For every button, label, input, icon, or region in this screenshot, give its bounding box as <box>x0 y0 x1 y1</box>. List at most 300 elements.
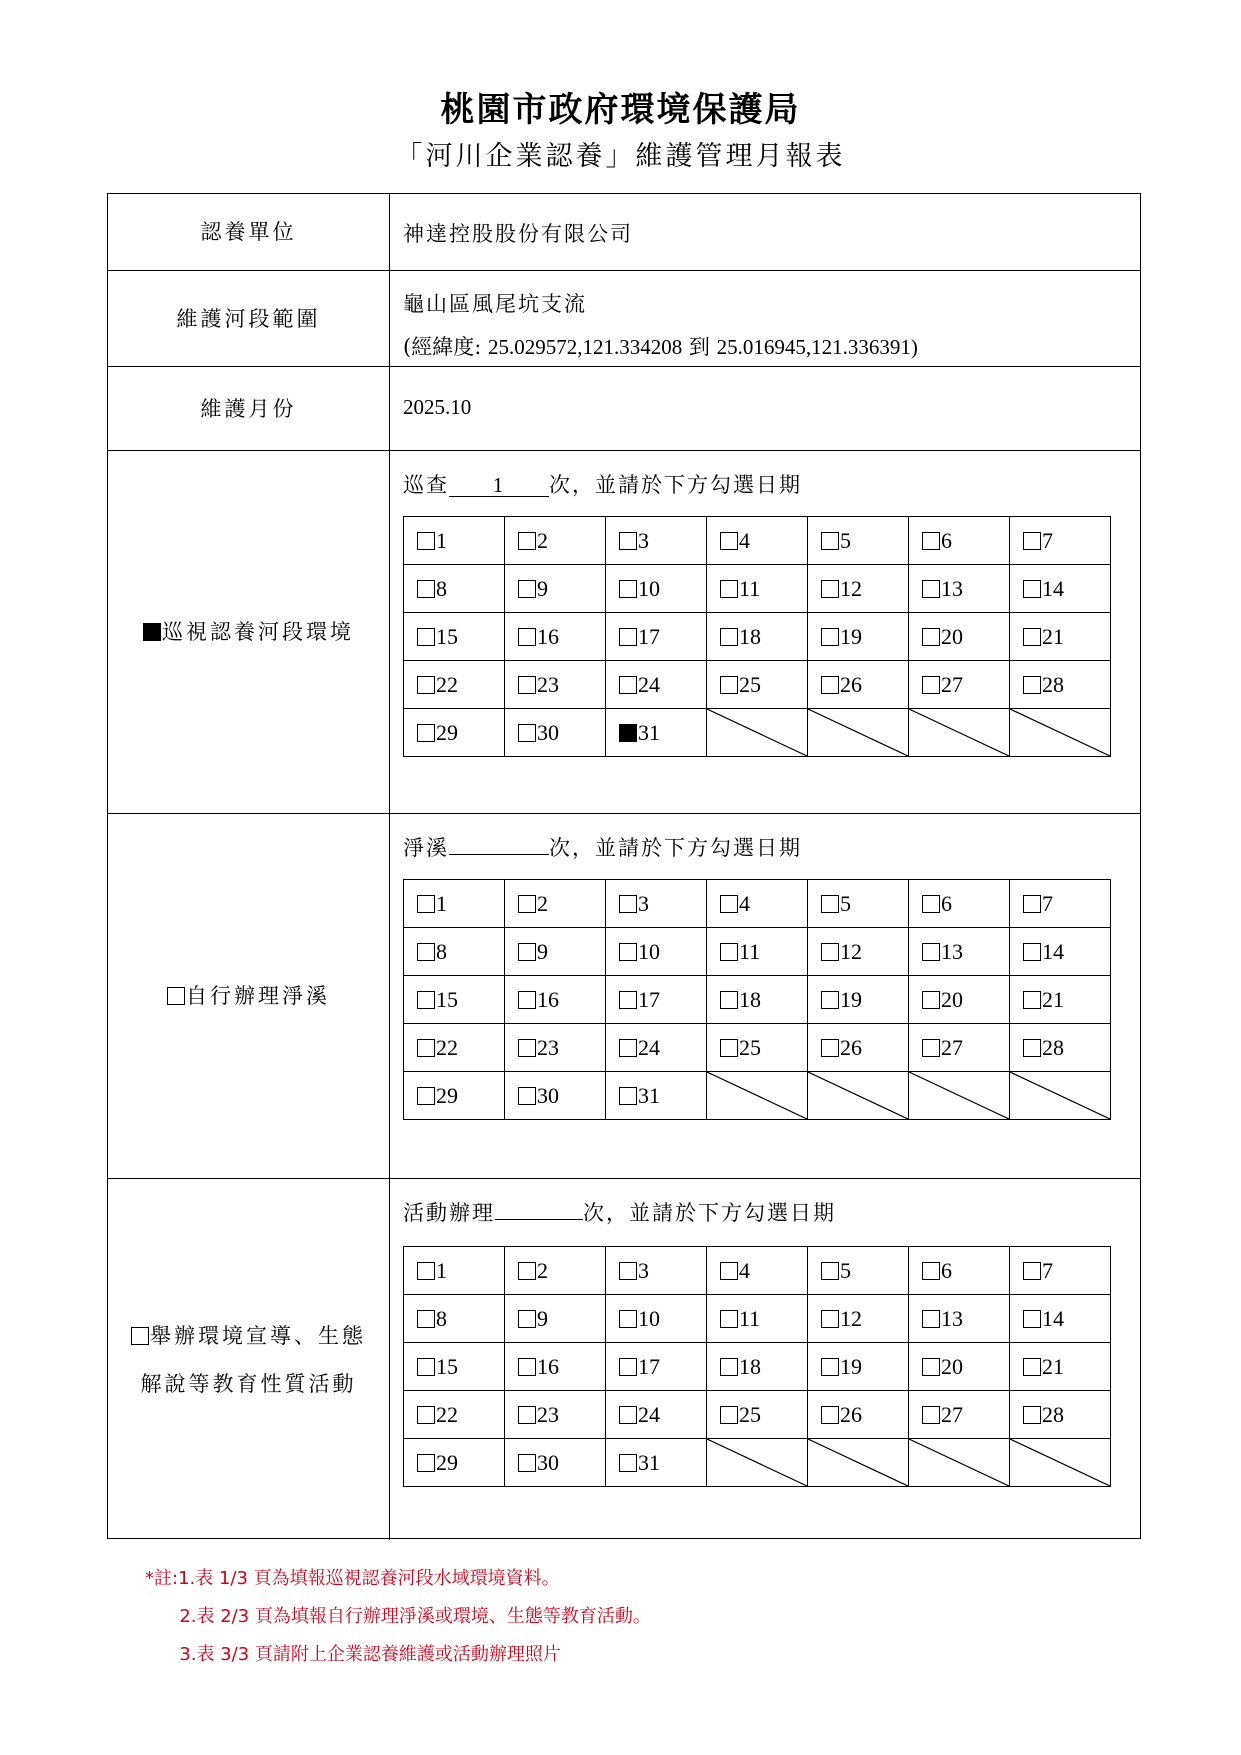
day-7[interactable] <box>1010 517 1111 565</box>
day-checkbox[interactable] <box>518 1039 536 1057</box>
calendar-week-row <box>404 517 1111 565</box>
day-checkbox[interactable] <box>821 1310 839 1328</box>
day-31[interactable] <box>606 1439 707 1487</box>
day-number: 1 <box>436 890 447 916</box>
day-24[interactable] <box>606 1391 707 1439</box>
day-30[interactable] <box>505 1439 606 1487</box>
day-5[interactable] <box>808 880 909 928</box>
calendar-week-row <box>404 928 1111 976</box>
day-checkbox[interactable] <box>821 580 839 598</box>
day-checkbox[interactable] <box>518 895 536 913</box>
day-7[interactable] <box>1010 1247 1111 1295</box>
day-24[interactable] <box>606 1024 707 1072</box>
day-6[interactable] <box>909 517 1010 565</box>
day-15[interactable] <box>404 1343 505 1391</box>
day-28[interactable] <box>1010 1024 1111 1072</box>
agency-title: 桃園市政府環境保護局 <box>440 90 801 130</box>
activity-label-line: 舉辦環境宣導、生態 <box>131 1312 366 1360</box>
activity-row-education <box>108 1179 1140 1540</box>
day-28[interactable] <box>1010 1391 1111 1439</box>
footnote-1: *註:1.表 1/3 頁為填報巡視認養河段水域環境資料。 <box>145 1568 560 1589</box>
day-checkbox[interactable] <box>417 1262 435 1280</box>
day-26[interactable] <box>808 1391 909 1439</box>
day-31[interactable] <box>606 1072 707 1120</box>
day-checkbox[interactable] <box>619 724 637 742</box>
day-number: 16 <box>537 986 559 1012</box>
day-number: 15 <box>436 1353 458 1379</box>
day-27[interactable] <box>909 1024 1010 1072</box>
day-25[interactable] <box>707 661 808 709</box>
day-number: 16 <box>537 1353 559 1379</box>
day-1[interactable] <box>404 517 505 565</box>
day-number: 18 <box>739 986 761 1012</box>
day-checkbox[interactable] <box>417 724 435 742</box>
day-2[interactable] <box>505 517 606 565</box>
day-16[interactable] <box>505 976 606 1024</box>
day-checkbox[interactable] <box>518 943 536 961</box>
day-number: 12 <box>840 575 862 601</box>
day-10[interactable] <box>606 928 707 976</box>
day-number: 12 <box>840 1305 862 1331</box>
date-calendar <box>403 879 1111 1120</box>
day-checkbox[interactable] <box>922 1039 940 1057</box>
footnote-2: 2.表 2/3 頁為填報自行辦理淨溪或環境、生態等教育活動。 <box>145 1606 651 1627</box>
day-number: 25 <box>739 1401 761 1427</box>
day-21[interactable] <box>1010 1343 1111 1391</box>
day-number: 28 <box>1042 1034 1064 1060</box>
day-14[interactable] <box>1010 928 1111 976</box>
day-checkbox[interactable] <box>720 1358 738 1376</box>
activity-label-line: 解說等教育性質活動 <box>140 1371 357 1396</box>
day-number: 25 <box>739 1034 761 1060</box>
day-26[interactable] <box>808 661 909 709</box>
day-checkbox[interactable] <box>518 532 536 550</box>
day-7[interactable] <box>1010 880 1111 928</box>
day-number: 9 <box>537 575 548 601</box>
day-9[interactable] <box>505 565 606 613</box>
day-21[interactable] <box>1010 976 1111 1024</box>
day-8[interactable] <box>404 565 505 613</box>
day-checkbox[interactable] <box>720 1310 738 1328</box>
calendar-week-row <box>404 880 1111 928</box>
day-25[interactable] <box>707 1391 808 1439</box>
day-checkbox[interactable] <box>922 628 940 646</box>
empty-day-cell <box>808 1439 909 1487</box>
empty-day-cell <box>808 1072 909 1120</box>
day-30[interactable] <box>505 709 606 757</box>
day-checkbox[interactable] <box>619 1358 637 1376</box>
day-checkbox[interactable] <box>922 991 940 1009</box>
day-checkbox[interactable] <box>619 991 637 1009</box>
day-14[interactable] <box>1010 1295 1111 1343</box>
day-4[interactable] <box>707 880 808 928</box>
day-12[interactable] <box>808 928 909 976</box>
day-number: 2 <box>537 890 548 916</box>
activity-row-cleanup <box>108 814 1140 1179</box>
day-6[interactable] <box>909 880 1010 928</box>
day-checkbox[interactable] <box>720 1406 738 1424</box>
day-checkbox[interactable] <box>518 1310 536 1328</box>
day-number: 10 <box>638 575 660 601</box>
day-number: 2 <box>537 527 548 553</box>
day-number: 13 <box>941 938 963 964</box>
day-checkbox[interactable] <box>821 676 839 694</box>
day-22[interactable] <box>404 1391 505 1439</box>
day-2[interactable] <box>505 880 606 928</box>
day-checkbox[interactable] <box>518 580 536 598</box>
day-18[interactable] <box>707 613 808 661</box>
day-number: 9 <box>537 938 548 964</box>
day-25[interactable] <box>707 1024 808 1072</box>
day-checkbox[interactable] <box>1023 1310 1041 1328</box>
day-18[interactable] <box>707 976 808 1024</box>
day-checkbox[interactable] <box>821 1262 839 1280</box>
day-number: 31 <box>638 1082 660 1108</box>
day-number: 14 <box>1042 938 1064 964</box>
day-number: 21 <box>1042 986 1064 1012</box>
empty-day-cell <box>909 1072 1010 1120</box>
day-15[interactable] <box>404 613 505 661</box>
day-checkbox[interactable] <box>1023 676 1041 694</box>
day-30[interactable] <box>505 1072 606 1120</box>
day-8[interactable] <box>404 1295 505 1343</box>
day-number: 31 <box>638 719 660 745</box>
date-calendar <box>403 516 1111 757</box>
day-number: 12 <box>840 938 862 964</box>
footnote-3: 3.表 3/3 頁請附上企業認養維護或活動辦理照片 <box>145 1644 561 1665</box>
day-12[interactable] <box>808 565 909 613</box>
day-8[interactable] <box>404 928 505 976</box>
day-29[interactable] <box>404 1072 505 1120</box>
day-20[interactable] <box>909 613 1010 661</box>
day-number: 30 <box>537 1449 559 1475</box>
calendar-week-row <box>404 1343 1111 1391</box>
day-checkbox[interactable] <box>619 1406 637 1424</box>
day-number: 1 <box>436 1257 447 1283</box>
day-number: 23 <box>537 671 559 697</box>
day-1[interactable] <box>404 1247 505 1295</box>
day-checkbox[interactable] <box>1023 943 1041 961</box>
day-19[interactable] <box>808 613 909 661</box>
day-11[interactable] <box>707 1295 808 1343</box>
day-checkbox[interactable] <box>518 1087 536 1105</box>
day-checkbox[interactable] <box>720 943 738 961</box>
day-18[interactable] <box>707 1343 808 1391</box>
day-checkbox[interactable] <box>417 628 435 646</box>
day-29[interactable] <box>404 1439 505 1487</box>
day-number: 31 <box>638 1449 660 1475</box>
section-name: 龜山區風尾坑支流 <box>403 292 587 316</box>
day-number: 6 <box>941 527 952 553</box>
day-22[interactable] <box>404 1024 505 1072</box>
day-checkbox[interactable] <box>1023 532 1041 550</box>
count-blank[interactable] <box>449 832 549 855</box>
day-20[interactable] <box>909 1343 1010 1391</box>
day-31[interactable] <box>606 709 707 757</box>
adopter-label: 認養單位 <box>108 194 390 270</box>
day-checkbox[interactable] <box>619 532 637 550</box>
day-number: 18 <box>739 623 761 649</box>
day-checkbox[interactable] <box>922 580 940 598</box>
day-13[interactable] <box>909 1295 1010 1343</box>
day-number: 3 <box>638 527 649 553</box>
day-checkbox[interactable] <box>1023 1039 1041 1057</box>
day-checkbox[interactable] <box>821 628 839 646</box>
day-29[interactable] <box>404 709 505 757</box>
day-11[interactable] <box>707 928 808 976</box>
day-number: 20 <box>941 1353 963 1379</box>
day-number: 8 <box>436 1305 447 1331</box>
day-checkbox[interactable] <box>619 1039 637 1057</box>
day-checkbox[interactable] <box>518 1454 536 1472</box>
day-checkbox[interactable] <box>417 895 435 913</box>
calendar-week-row <box>404 1295 1111 1343</box>
day-number: 21 <box>1042 623 1064 649</box>
day-27[interactable] <box>909 1391 1010 1439</box>
section-row <box>108 271 1140 367</box>
day-number: 4 <box>739 1257 750 1283</box>
day-number: 18 <box>739 1353 761 1379</box>
day-number: 10 <box>638 1305 660 1331</box>
day-checkbox[interactable] <box>619 580 637 598</box>
day-16[interactable] <box>505 1343 606 1391</box>
day-24[interactable] <box>606 661 707 709</box>
calendar-week-row <box>404 1439 1111 1487</box>
day-number: 5 <box>840 527 851 553</box>
day-23[interactable] <box>505 661 606 709</box>
day-number: 22 <box>436 1034 458 1060</box>
day-number: 13 <box>941 1305 963 1331</box>
day-17[interactable] <box>606 1343 707 1391</box>
day-checkbox[interactable] <box>619 1310 637 1328</box>
day-checkbox[interactable] <box>922 943 940 961</box>
report-form <box>107 193 1141 1539</box>
day-5[interactable] <box>808 517 909 565</box>
day-checkbox[interactable] <box>922 1406 940 1424</box>
day-checkbox[interactable] <box>417 1039 435 1057</box>
day-checkbox[interactable] <box>619 1087 637 1105</box>
day-checkbox[interactable] <box>518 991 536 1009</box>
day-checkbox[interactable] <box>1023 1406 1041 1424</box>
day-number: 14 <box>1042 575 1064 601</box>
day-checkbox[interactable] <box>417 676 435 694</box>
activity-label <box>108 814 390 1178</box>
day-checkbox[interactable] <box>1023 1262 1041 1280</box>
day-3[interactable] <box>606 517 707 565</box>
day-checkbox[interactable] <box>417 532 435 550</box>
day-10[interactable] <box>606 565 707 613</box>
day-checkbox[interactable] <box>1023 580 1041 598</box>
activity-checkbox[interactable] <box>131 1327 149 1345</box>
day-number: 24 <box>638 1034 660 1060</box>
day-checkbox[interactable] <box>821 1406 839 1424</box>
day-23[interactable] <box>505 1024 606 1072</box>
day-checkbox[interactable] <box>1023 895 1041 913</box>
day-28[interactable] <box>1010 661 1111 709</box>
day-number: 7 <box>1042 527 1053 553</box>
day-27[interactable] <box>909 661 1010 709</box>
day-26[interactable] <box>808 1024 909 1072</box>
day-checkbox[interactable] <box>821 895 839 913</box>
day-number: 30 <box>537 1082 559 1108</box>
day-17[interactable] <box>606 976 707 1024</box>
count-blank[interactable] <box>495 1197 583 1220</box>
empty-day-cell <box>808 709 909 757</box>
day-5[interactable] <box>808 1247 909 1295</box>
day-checkbox[interactable] <box>720 1039 738 1057</box>
day-number: 3 <box>638 1257 649 1283</box>
day-number: 3 <box>638 890 649 916</box>
day-number: 4 <box>739 890 750 916</box>
day-number: 17 <box>638 623 660 649</box>
day-21[interactable] <box>1010 613 1111 661</box>
day-checkbox[interactable] <box>619 895 637 913</box>
day-checkbox[interactable] <box>821 943 839 961</box>
day-number: 30 <box>537 719 559 745</box>
adopter-row <box>108 194 1140 271</box>
day-3[interactable] <box>606 1247 707 1295</box>
day-checkbox[interactable] <box>720 580 738 598</box>
count-blank[interactable]: 1 <box>449 474 549 497</box>
day-checkbox[interactable] <box>922 1310 940 1328</box>
day-checkbox[interactable] <box>417 1406 435 1424</box>
day-number: 27 <box>941 1034 963 1060</box>
day-checkbox[interactable] <box>518 676 536 694</box>
day-checkbox[interactable] <box>922 676 940 694</box>
day-number: 6 <box>941 1257 952 1283</box>
day-9[interactable] <box>505 1295 606 1343</box>
day-number: 19 <box>840 986 862 1012</box>
day-17[interactable] <box>606 613 707 661</box>
activity-count-line: 淨溪 次，並請於下方勾選日期 <box>403 832 802 862</box>
day-number: 13 <box>941 575 963 601</box>
day-number: 15 <box>436 986 458 1012</box>
day-checkbox[interactable] <box>417 1358 435 1376</box>
day-9[interactable] <box>505 928 606 976</box>
day-checkbox[interactable] <box>1023 991 1041 1009</box>
month-label: 維護月份 <box>108 367 390 450</box>
day-checkbox[interactable] <box>417 580 435 598</box>
day-checkbox[interactable] <box>1023 628 1041 646</box>
day-checkbox[interactable] <box>821 1039 839 1057</box>
day-checkbox[interactable] <box>720 628 738 646</box>
day-checkbox[interactable] <box>619 1262 637 1280</box>
day-13[interactable] <box>909 565 1010 613</box>
day-16[interactable] <box>505 613 606 661</box>
calendar-week-row <box>404 976 1111 1024</box>
day-checkbox[interactable] <box>720 676 738 694</box>
day-checkbox[interactable] <box>518 1262 536 1280</box>
day-checkbox[interactable] <box>417 1310 435 1328</box>
day-checkbox[interactable] <box>922 895 940 913</box>
day-13[interactable] <box>909 928 1010 976</box>
day-3[interactable] <box>606 880 707 928</box>
day-checkbox[interactable] <box>720 1262 738 1280</box>
day-number: 20 <box>941 986 963 1012</box>
day-number: 26 <box>840 1401 862 1427</box>
day-checkbox[interactable] <box>518 1358 536 1376</box>
calendar-week-row <box>404 1247 1111 1295</box>
day-number: 24 <box>638 1401 660 1427</box>
day-checkbox[interactable] <box>720 991 738 1009</box>
day-checkbox[interactable] <box>922 532 940 550</box>
day-19[interactable] <box>808 976 909 1024</box>
day-14[interactable] <box>1010 565 1111 613</box>
day-22[interactable] <box>404 661 505 709</box>
day-checkbox[interactable] <box>821 1358 839 1376</box>
day-11[interactable] <box>707 565 808 613</box>
day-checkbox[interactable] <box>720 895 738 913</box>
day-checkbox[interactable] <box>1023 1358 1041 1376</box>
day-number: 17 <box>638 986 660 1012</box>
day-2[interactable] <box>505 1247 606 1295</box>
activity-count-line: 活動辦理 次，並請於下方勾選日期 <box>403 1197 836 1227</box>
activity-label <box>108 1179 390 1540</box>
day-checkbox[interactable] <box>619 943 637 961</box>
day-checkbox[interactable] <box>821 532 839 550</box>
activity-checkbox[interactable] <box>143 623 161 641</box>
day-checkbox[interactable] <box>619 628 637 646</box>
day-number: 26 <box>840 1034 862 1060</box>
empty-day-cell <box>707 1439 808 1487</box>
day-number: 6 <box>941 890 952 916</box>
day-checkbox[interactable] <box>417 943 435 961</box>
day-checkbox[interactable] <box>821 991 839 1009</box>
day-number: 24 <box>638 671 660 697</box>
day-checkbox[interactable] <box>619 676 637 694</box>
day-number: 23 <box>537 1034 559 1060</box>
calendar-week-row <box>404 709 1111 757</box>
activity-checkbox[interactable] <box>167 987 185 1005</box>
day-checkbox[interactable] <box>922 1358 940 1376</box>
footnotes <box>145 1560 651 1674</box>
day-checkbox[interactable] <box>518 628 536 646</box>
day-19[interactable] <box>808 1343 909 1391</box>
day-6[interactable] <box>909 1247 1010 1295</box>
activity-label <box>108 451 390 813</box>
day-checkbox[interactable] <box>417 1454 435 1472</box>
calendar-week-row <box>404 565 1111 613</box>
day-checkbox[interactable] <box>922 1262 940 1280</box>
day-checkbox[interactable] <box>518 1406 536 1424</box>
day-number: 19 <box>840 1353 862 1379</box>
day-20[interactable] <box>909 976 1010 1024</box>
day-checkbox[interactable] <box>417 991 435 1009</box>
day-number: 8 <box>436 938 447 964</box>
empty-day-cell <box>909 1439 1010 1487</box>
day-checkbox[interactable] <box>417 1087 435 1105</box>
empty-day-cell <box>1010 1072 1111 1120</box>
day-checkbox[interactable] <box>518 724 536 742</box>
calendar-week-row <box>404 1391 1111 1439</box>
day-number: 29 <box>436 1082 458 1108</box>
day-checkbox[interactable] <box>619 1454 637 1472</box>
day-1[interactable] <box>404 880 505 928</box>
adopter-value: 神達控股股份有限公司 <box>403 222 633 246</box>
day-number: 2 <box>537 1257 548 1283</box>
day-15[interactable] <box>404 976 505 1024</box>
day-4[interactable] <box>707 517 808 565</box>
day-23[interactable] <box>505 1391 606 1439</box>
day-4[interactable] <box>707 1247 808 1295</box>
day-checkbox[interactable] <box>720 532 738 550</box>
day-number: 1 <box>436 527 447 553</box>
day-12[interactable] <box>808 1295 909 1343</box>
day-number: 29 <box>436 1449 458 1475</box>
day-number: 29 <box>436 719 458 745</box>
empty-day-cell <box>707 1072 808 1120</box>
day-10[interactable] <box>606 1295 707 1343</box>
